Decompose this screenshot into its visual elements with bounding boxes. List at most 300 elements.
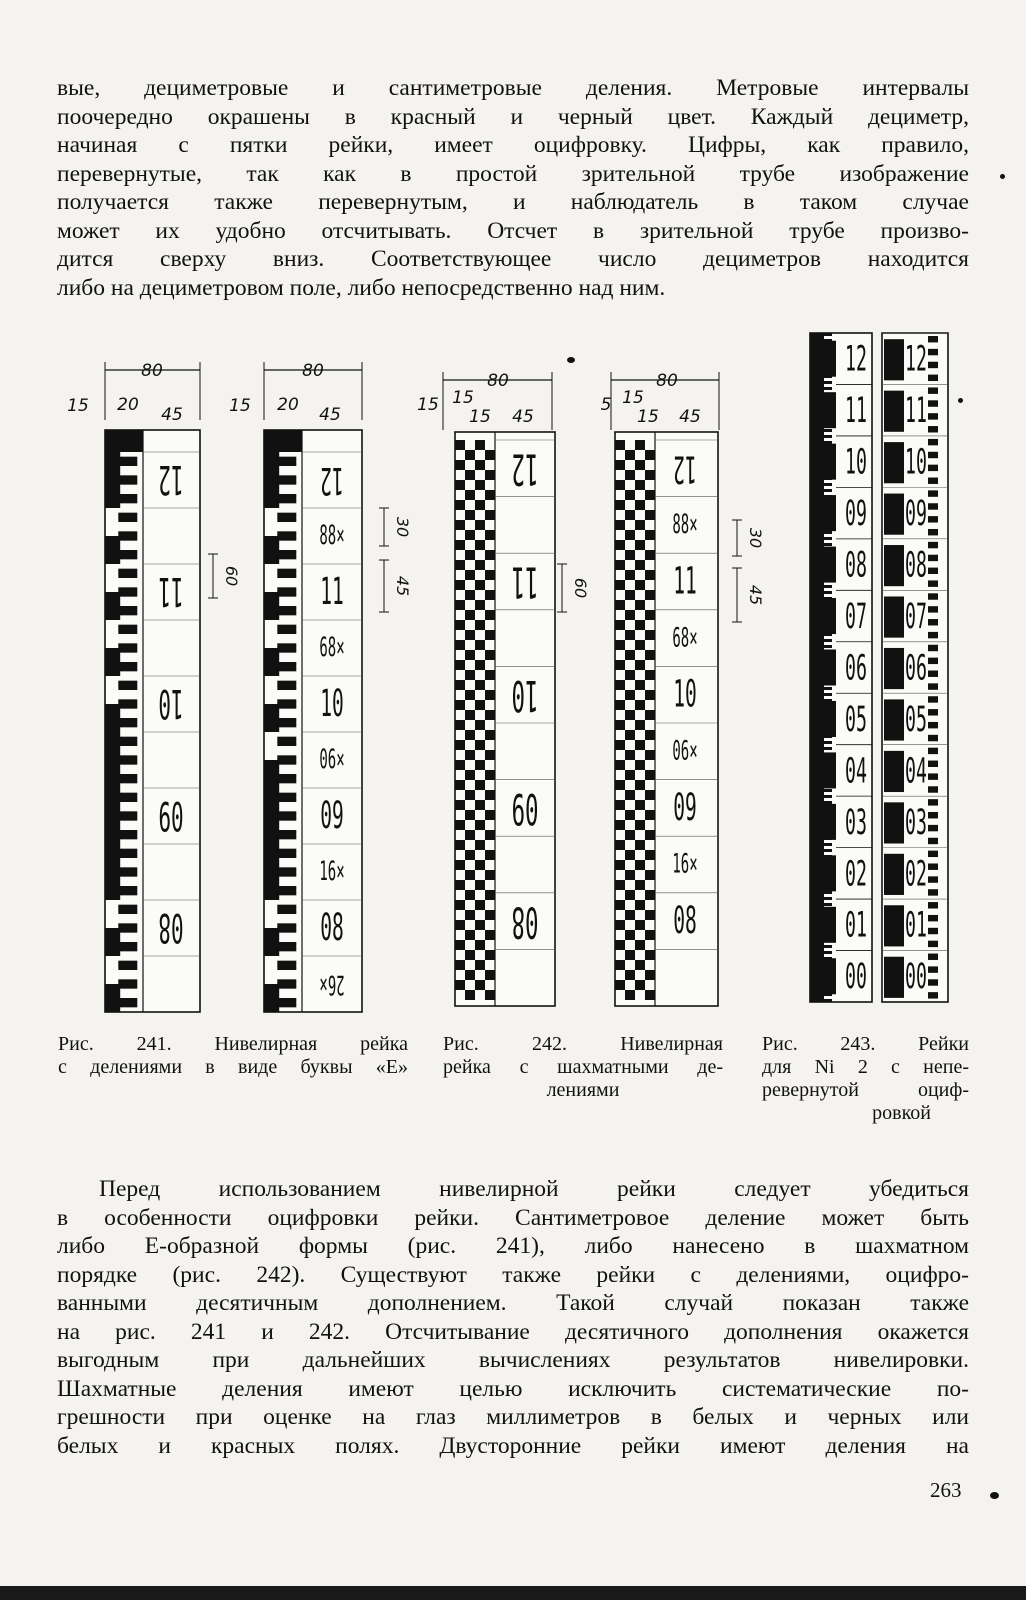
caption-line: ревернутой оциф- (762, 1079, 969, 1101)
e-tooth (118, 569, 137, 578)
figure-241 (67, 361, 412, 1012)
checker-cell (635, 640, 645, 650)
rod-number: 08 (845, 543, 867, 586)
e-tooth (118, 494, 137, 503)
checker-cell (475, 860, 485, 870)
e-block-spine (264, 704, 279, 732)
checker-cell (635, 920, 645, 930)
e-tooth (277, 457, 296, 466)
e-tooth (277, 886, 296, 895)
rod-number: 09 (158, 792, 184, 840)
checker-cell (645, 850, 655, 860)
e-tooth (118, 662, 137, 671)
checker-cell (645, 470, 655, 480)
checker-cell (635, 660, 645, 670)
checker-cell (475, 680, 485, 690)
checker-cell (475, 560, 485, 570)
e-tooth (277, 923, 296, 932)
dm-block (824, 804, 836, 840)
e-tooth (118, 643, 137, 652)
e-tooth (277, 998, 296, 1007)
dimension-label: 45 (512, 407, 534, 427)
checker-cell (465, 510, 475, 520)
dimension-label: 15 (417, 395, 439, 415)
e-block-spine (105, 984, 120, 1012)
caption-fig-243 (762, 1033, 969, 1125)
checker-cell (455, 960, 465, 970)
checker-cell (485, 450, 495, 460)
cm-tick (824, 951, 832, 954)
rod-number: 02 (845, 852, 867, 895)
checker-cell (485, 970, 495, 980)
checker-cell (615, 500, 625, 510)
rod-number: 08 (511, 895, 539, 947)
checker-cell (455, 520, 465, 530)
checker-cell (635, 780, 645, 790)
checker-cell (465, 550, 475, 560)
dimension-label: 20 (117, 395, 139, 415)
checker-cell (625, 810, 635, 820)
e-tooth (118, 606, 137, 615)
dm-block (824, 752, 836, 788)
checker-cell (465, 470, 475, 480)
e-tooth (277, 569, 296, 578)
rod-number: 10 (511, 669, 539, 720)
e-tooth (277, 587, 296, 596)
cm-tick (928, 709, 938, 715)
cm-tick (824, 897, 832, 900)
e-block-spine (264, 760, 279, 788)
cm-tick (928, 735, 938, 741)
text-line: белых и красных полях. Двусторонние рейки имеют деления на (57, 1432, 969, 1459)
dm-block (884, 751, 904, 792)
checker-cell (615, 680, 625, 690)
rod-head-block (264, 430, 302, 452)
e-tooth (277, 625, 296, 634)
cm-tick (928, 696, 938, 702)
checker-cell (625, 970, 635, 980)
cm-tick (824, 891, 832, 894)
rod-number: 06× (319, 744, 345, 776)
checker-cell (645, 650, 655, 660)
checker-cell (465, 850, 475, 860)
checker-cell (485, 670, 495, 680)
checker-cell (635, 580, 645, 590)
checker-cell (465, 690, 475, 700)
e-tooth (277, 737, 296, 746)
checker-cell (625, 550, 635, 560)
rod-number: 11 (673, 559, 697, 604)
checker-cell (635, 960, 645, 970)
e-tooth (118, 457, 137, 466)
dimension-label: 80 (141, 361, 163, 381)
dimension-label: 60 (571, 577, 590, 599)
text-line: на рис. 241 и 242. Отсчитывание десятичного дополнения окажется (57, 1318, 969, 1345)
dm-block (824, 598, 836, 634)
checker-cell (485, 790, 495, 800)
caption-line: рейка с шахматными де- (443, 1056, 723, 1078)
text-line: Шахматные деления имеют целью исключить систематические по- (57, 1375, 969, 1402)
checker-cell (615, 880, 625, 890)
checker-cell (635, 460, 645, 470)
checker-cell (625, 830, 635, 840)
checker-cell (645, 930, 655, 940)
rod-number: 05 (905, 698, 927, 740)
e-tooth (118, 550, 137, 559)
checker-cell (455, 680, 465, 690)
cm-tick (928, 529, 938, 535)
checker-cell (475, 980, 485, 990)
e-tooth (118, 867, 137, 876)
checker-cell (635, 720, 645, 730)
caption-line: ровкой (872, 1102, 931, 1124)
rod-number: 16× (319, 856, 345, 888)
cm-tick (824, 429, 832, 432)
checker-cell (645, 830, 655, 840)
e-block-spine (264, 592, 279, 620)
checker-cell (475, 800, 485, 810)
dm-block (824, 649, 836, 685)
rod-number: 88× (672, 509, 698, 541)
checker-cell (635, 740, 645, 750)
caption-fig-242 (443, 1033, 723, 1102)
figure-243 (810, 333, 948, 1002)
rod-black-edge (810, 333, 824, 1002)
cm-tick (928, 851, 938, 857)
cm-tick (928, 838, 938, 844)
dm-block (824, 701, 836, 737)
cm-tick (824, 531, 832, 534)
checker-cell (615, 600, 625, 610)
checker-cell (635, 440, 645, 450)
checker-cell (465, 870, 475, 880)
checker-cell (645, 450, 655, 460)
caption-line: для Ni 2 с непе- (762, 1056, 969, 1078)
cm-tick (824, 687, 832, 690)
checker-cell (625, 930, 635, 940)
checker-cell (485, 810, 495, 820)
checker-cell (625, 650, 635, 660)
checker-cell (455, 800, 465, 810)
checker-cell (455, 460, 465, 470)
text-line: может их удобно отсчитывать. Отсчет в зрительной трубе произво- (57, 217, 969, 244)
dm-block (824, 444, 836, 480)
checker-cell (635, 980, 645, 990)
cm-tick (928, 426, 938, 432)
checker-cell (485, 730, 495, 740)
checker-cell (625, 630, 635, 640)
cm-tick (824, 537, 832, 540)
checker-cell (475, 460, 485, 470)
figures-area (0, 325, 1026, 1025)
e-block-spine (264, 844, 279, 900)
checker-cell (625, 670, 635, 680)
checker-cell (635, 800, 645, 810)
dimension-label: 15 (622, 388, 644, 408)
dm-block (824, 958, 836, 994)
e-tooth (277, 513, 296, 522)
checker-cell (615, 920, 625, 930)
checker-cell (615, 860, 625, 870)
rod-number: 26× (319, 968, 345, 1000)
rod-number: 07 (905, 595, 927, 637)
cm-tick (824, 441, 832, 444)
checker-cell (485, 490, 495, 500)
checker-cell (615, 740, 625, 750)
cm-tick (824, 849, 832, 852)
checker-cell (645, 790, 655, 800)
checker-cell (645, 610, 655, 620)
dm-block (884, 596, 904, 637)
e-tooth (118, 998, 137, 1007)
cm-tick (928, 568, 938, 574)
rod-number: 10 (673, 672, 697, 717)
checker-cell (465, 450, 475, 460)
checker-cell (645, 510, 655, 520)
checker-cell (455, 660, 465, 670)
checker-cell (465, 970, 475, 980)
checker-cell (475, 940, 485, 950)
dimension-label: 45 (746, 584, 765, 606)
text-line: перевернутые, так как в простой зрительной трубе изображение (57, 160, 969, 187)
cm-tick (928, 465, 938, 471)
checker-cell (625, 710, 635, 720)
dimension-label: 30 (746, 527, 765, 549)
checker-cell (635, 900, 645, 910)
cm-tick (824, 903, 832, 906)
cm-tick (928, 812, 938, 818)
figure-242 (417, 371, 765, 1006)
cm-tick (928, 992, 938, 998)
caption-line: Рис. 243. Рейки (762, 1033, 969, 1055)
e-tooth (118, 587, 137, 596)
checker-cell (615, 940, 625, 950)
caption-line: Рис. 241. Нивелирная рейка (58, 1033, 408, 1055)
checker-cell (485, 870, 495, 880)
dimension-label: 45 (679, 407, 701, 427)
checker-cell (615, 640, 625, 650)
rod-number: 12 (905, 338, 927, 380)
e-tooth (118, 961, 137, 970)
cm-tick (824, 381, 832, 384)
checker-cell (615, 620, 625, 630)
e-tooth (118, 849, 137, 858)
rod-number: 11 (511, 556, 539, 607)
dm-block (824, 495, 836, 531)
e-tooth (277, 606, 296, 615)
checker-cell (455, 820, 465, 830)
e-block-spine (264, 452, 279, 508)
checker-cell (465, 610, 475, 620)
checker-cell (625, 750, 635, 760)
cm-tick (824, 693, 832, 696)
cm-tick (928, 413, 938, 419)
checker-cell (645, 990, 655, 1000)
checker-cell (625, 870, 635, 880)
caption-fig-241 (58, 1033, 408, 1079)
e-block-spine (105, 592, 120, 620)
bottom-paragraph (57, 1175, 969, 1460)
rod-number: 01 (905, 904, 927, 946)
cm-tick (928, 786, 938, 792)
rod-number: 06× (672, 735, 698, 767)
checker-cell (625, 450, 635, 460)
cm-tick (928, 902, 938, 908)
checker-cell (455, 720, 465, 730)
dimension-label: 15 (452, 388, 474, 408)
checker-cell (475, 600, 485, 610)
cm-tick (928, 761, 938, 767)
checker-cell (475, 540, 485, 550)
checker-cell (635, 820, 645, 830)
checker-cell (475, 720, 485, 730)
checker-cell (465, 530, 475, 540)
checker-cell (635, 560, 645, 570)
e-tooth (277, 830, 296, 839)
rod-number: 03 (905, 801, 927, 843)
rod-number: 07 (845, 595, 867, 637)
checker-cell (475, 840, 485, 850)
cm-tick (928, 387, 938, 393)
rod-number: 06 (905, 646, 927, 689)
checker-cell (615, 900, 625, 910)
cm-tick (928, 452, 938, 458)
cm-tick (928, 349, 938, 355)
e-tooth (277, 531, 296, 540)
text-line: дится сверху вниз. Соответствующее число дециметров находится (57, 246, 969, 272)
dm-block (884, 802, 904, 843)
caption-line: с делениями в виде буквы «Е» (58, 1056, 408, 1078)
checker-cell (455, 600, 465, 610)
checker-cell (615, 840, 625, 850)
checker-cell (475, 880, 485, 890)
dm-block (824, 547, 836, 583)
checker-cell (485, 590, 495, 600)
e-block-spine (105, 928, 120, 956)
e-tooth (118, 905, 137, 914)
checker-cell (475, 920, 485, 930)
checker-cell (455, 940, 465, 950)
e-tooth (277, 699, 296, 708)
checker-cell (645, 970, 655, 980)
checker-cell (615, 520, 625, 530)
top-paragraph (57, 74, 969, 302)
cm-tick (824, 639, 832, 642)
cm-tick (824, 333, 832, 336)
checker-cell (485, 650, 495, 660)
checker-cell (645, 670, 655, 680)
checker-cell (625, 850, 635, 860)
e-block-spine (264, 536, 279, 564)
checker-cell (635, 680, 645, 690)
checker-cell (485, 830, 495, 840)
checker-cell (465, 930, 475, 940)
cm-tick (928, 915, 938, 921)
e-tooth (118, 923, 137, 932)
rod-number: 11 (845, 389, 867, 431)
e-tooth (118, 513, 137, 522)
dimension-label: 45 (393, 575, 412, 597)
rod-number: 09 (673, 785, 697, 830)
checker-cell (475, 820, 485, 830)
checker-cell (485, 890, 495, 900)
checker-cell (635, 520, 645, 530)
cm-tick (928, 503, 938, 509)
checker-cell (615, 440, 625, 450)
cm-tick (928, 375, 938, 381)
rod-number: 12 (158, 456, 184, 504)
e-tooth (277, 643, 296, 652)
checker-cell (615, 820, 625, 830)
e-block-spine (264, 984, 279, 1012)
text-line: выгодным при дальнейших вычислениях результатов нивелировки. (57, 1347, 969, 1373)
checker-cell (635, 620, 645, 630)
checker-cell (455, 640, 465, 650)
text-line: поочередно окрашены в красный и черный цвет. Каждый дециметр, (57, 103, 969, 130)
checker-cell (625, 510, 635, 520)
scan-edge (0, 1586, 1026, 1600)
checker-cell (615, 540, 625, 550)
checker-cell (465, 830, 475, 840)
cm-tick (824, 387, 832, 390)
checker-cell (645, 490, 655, 500)
e-block-spine (105, 732, 120, 788)
rod-number: 12 (845, 338, 867, 380)
e-tooth (118, 830, 137, 839)
checker-cell (615, 480, 625, 490)
checker-cell (455, 580, 465, 590)
dm-block (884, 391, 904, 432)
e-block-spine (264, 648, 279, 676)
dm-block (884, 339, 904, 380)
dm-block (824, 855, 836, 891)
checker-cell (625, 570, 635, 580)
checker-cell (645, 590, 655, 600)
checker-cell (615, 460, 625, 470)
cm-tick (928, 722, 938, 728)
checker-cell (485, 930, 495, 940)
cm-tick (928, 773, 938, 779)
checker-cell (465, 590, 475, 600)
cm-tick (928, 941, 938, 947)
rod-number: 09 (511, 782, 539, 834)
checker-cell (465, 570, 475, 580)
rod-number: 02 (905, 852, 927, 895)
checker-cell (615, 580, 625, 590)
cm-tick (928, 400, 938, 406)
rod-number: 06 (845, 646, 867, 689)
cm-tick (928, 580, 938, 586)
checker-cell (455, 760, 465, 770)
rod-number: 68× (319, 632, 345, 664)
checker-cell (485, 710, 495, 720)
e-block-spine (264, 928, 279, 956)
e-block-spine (105, 704, 120, 732)
checker-cell (465, 750, 475, 760)
dm-block (884, 442, 904, 483)
checker-cell (465, 670, 475, 680)
checker-cell (475, 640, 485, 650)
checker-cell (645, 810, 655, 820)
dm-block (884, 545, 904, 586)
rod-number: 03 (845, 801, 867, 843)
rod-number: 10 (845, 440, 867, 483)
checker-cell (485, 530, 495, 540)
e-tooth (118, 979, 137, 988)
checker-cell (475, 660, 485, 670)
rod-number: 04 (905, 749, 927, 792)
checker-cell (455, 880, 465, 890)
